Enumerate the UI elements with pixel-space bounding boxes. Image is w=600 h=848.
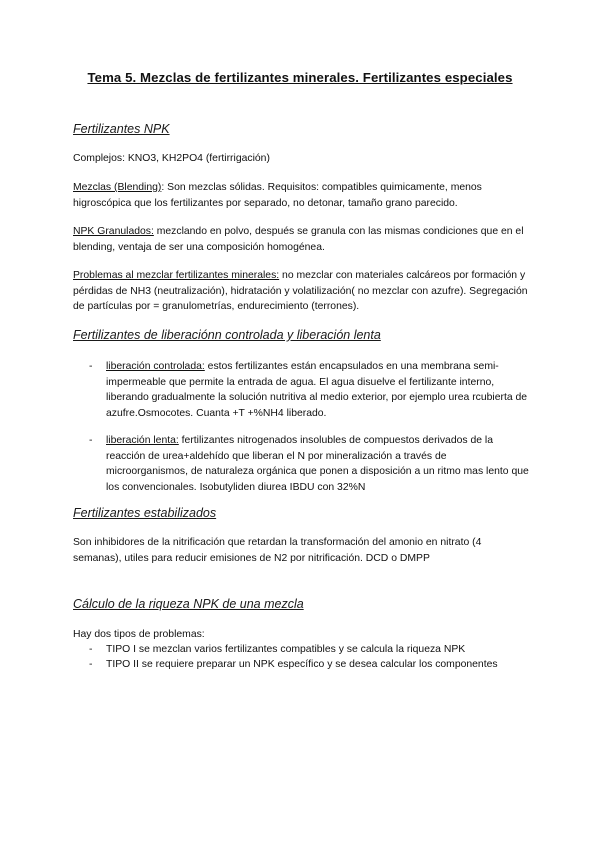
liberacion-controlada-description: estos fertilizantes están encapsulados en una membrana semi-impermeable que permite la entrada de agua. El agua disuelve el fertilizante interno, liberando gradualmente la solución nutritiva al medio exterior, por ejemplo urea rcubierta de azufre.Osmocotes. Cuanta +T +%NH4 liberado. (106, 361, 528, 419)
page-title: Tema 5. Mezclas de fertilizantes minerales. Fertilizantes especiales (87, 70, 513, 85)
liberacion-lenta-description: fertilizantes nitrogenados insolubles de compuestos derivados de la reacción de urea+aldehído que liberan el N por mineralización a través de microorganismos, de naturaleza orgánica que ponen a disposición a un ritmo mas lento que los convencionales. Isobutyliden diurea IBDU con 32%N (106, 435, 529, 493)
section-heading-calculo: Cálculo de la riqueza NPK de una mezcla (73, 597, 304, 611)
list-item-body (106, 433, 529, 495)
list-item-body: TIPO I se mezclan varios fertilizantes compatibles y se calcula la riqueza NPK (106, 644, 466, 655)
paragraph-estabilizados: Son inhibidores de la nitrificación que retardan la transformación del amonio en nitrato (4 semanas), utiles para reducir emisiones de N2 por nitrificación. DCD o DMPP (73, 537, 482, 564)
list-item-body: TIPO II se requiere preparar un NPK específico y se desea calcular los componentes (106, 659, 498, 670)
bullet-dash: - (89, 644, 93, 655)
granulados-description: mezclando en polvo, después se granula con las mismas condiciones que en el blending, ventaja de ser una composición homogénea. (73, 226, 524, 253)
bullet-dash: - (89, 361, 93, 372)
term-liberacion-controlada: liberación controlada: (106, 361, 205, 372)
section-heading-estabilizados: Fertilizantes estabilizados (73, 506, 217, 520)
paragraph-calculo-intro: Hay dos tipos de problemas: (73, 629, 205, 640)
term-npk-granulados: NPK Granulados: (73, 226, 154, 237)
term-liberacion-lenta: liberación lenta: (106, 435, 179, 446)
paragraph-granulados (73, 224, 528, 255)
section-heading-liberacion: Fertilizantes de liberaciónn controlada y liberación lenta (73, 328, 381, 342)
paragraph-problemas (73, 268, 528, 315)
problemas-description: no mezclar con materiales calcáreos por formación y pérdidas de NH3 (neutralización), hidratación y volatilización( no mezclar con azufre). Segregación de partículas por = granulometrías, endurecimiento (terrones). (73, 270, 528, 312)
section-heading-npk: Fertilizantes NPK (73, 122, 170, 136)
term-problemas-mezclar: Problemas al mezclar fertilizantes minerales: (73, 270, 280, 281)
term-mezclas-blending: Mezclas (Blending) (73, 182, 162, 193)
bullet-dash: - (89, 435, 93, 446)
list-item-body (106, 359, 529, 421)
bullet-dash: - (89, 659, 93, 670)
paragraph-complejos: Complejos: KNO3, KH2PO4 (fertirrigación) (73, 153, 270, 164)
paragraph-mezclas (73, 180, 528, 211)
mezclas-description: : Son mezclas sólidas. Requisitos: compatibles quimicamente, menos higroscópica que los fertilizantes por separado, no detonar, tamaño grano parecido. (73, 182, 482, 209)
